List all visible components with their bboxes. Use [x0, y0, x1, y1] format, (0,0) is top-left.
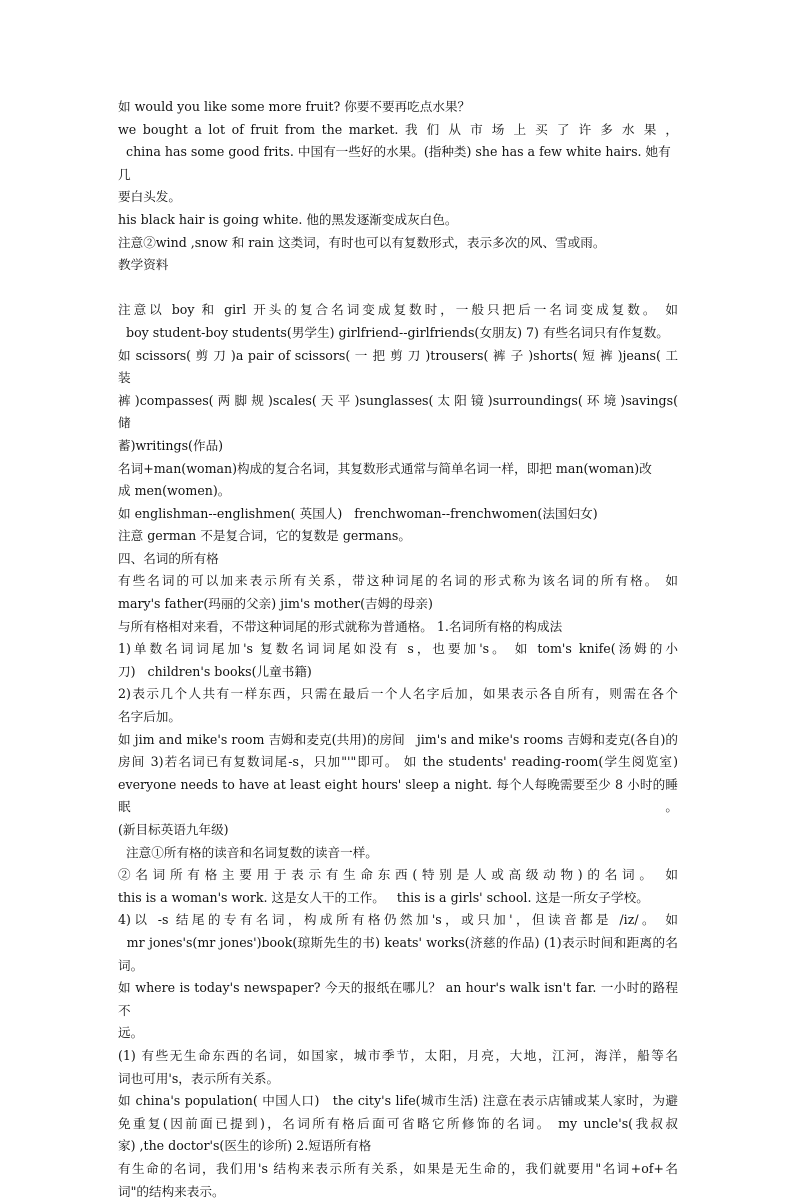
text-line: 注意以 boy 和 girl 开头的复合名词变成复数时，一般只把后一名词变成复数。 如	[118, 299, 678, 322]
text-line: 与所有格相对来看，不带这种词尾的形式就称为普通格。 1.名词所有格的构成法	[118, 616, 678, 639]
text-line: 注意②wind ,snow 和 rain 这类词，有时也可以有复数形式，表示多次的风、雪或雨。	[118, 232, 678, 255]
text-line: 裤 )compasses( 两 脚 规 )scales( 天 平 )sunglasses( 太 阳 镜 )surroundings( 环 境 )savings( 储	[118, 390, 678, 435]
text-line: (1) 有些无生命东西的名词，如国家，城市季节，太阳，月亮，大地，江河，海洋，船等名	[118, 1045, 678, 1068]
text-line: china has some good frits. 中国有一些好的水果。(指种类) she has a few white hairs. 她有几	[118, 141, 678, 186]
text-line: 注意①所有格的读音和名词复数的读音一样。	[118, 842, 678, 865]
text-line: 词。	[118, 955, 678, 978]
text-line: 如 china's population( 中国人口) the city's life(城市生活) 注意在表示店铺或某人家时，为避	[118, 1090, 678, 1113]
text-line: 如 jim and mike's room 吉姆和麦克(共用)的房间 jim's and mike's rooms 吉姆和麦克(各自)的	[118, 729, 678, 752]
document-page	[118, 96, 678, 1203]
text-line: 蓄)writings(作品)	[118, 435, 678, 458]
text-line: 刀) children's books(儿童书籍)	[118, 661, 678, 684]
text-line: 注意 german 不是复合词，它的复数是 germans。	[118, 525, 678, 548]
text-line: his black hair is going white. 他的黑发逐渐变成灰白色。	[118, 209, 678, 232]
text-line: 词"的结构来表示。	[118, 1181, 678, 1203]
text-line: 成 men(women)。	[118, 480, 678, 503]
text-line: ②名词所有格主要用于表示有生命东西(特别是人或高级动物)的名词。 如	[118, 864, 678, 887]
text-line: (新目标英语九年级)	[118, 819, 678, 842]
text-line: 要白头发。	[118, 186, 678, 209]
text-line: 如 scissors( 剪 刀 )a pair of scissors( 一 把 剪 刀 )trousers( 裤 子 )shorts( 短 裤 )jeans( 工 装	[118, 345, 678, 390]
text-line: boy student-boy students(男学生) girlfriend--girlfriends(女朋友) 7) 有些名词只有作复数。	[118, 322, 678, 345]
text-line: 有些名词的可以加来表示所有关系，带这种词尾的名词的形式称为该名词的所有格。 如	[118, 570, 678, 593]
text-line: 1)单数名词词尾加's 复数名词词尾如没有 s，也要加's。 如 tom's knife(汤姆的小	[118, 638, 678, 661]
text-line: we bought a lot of fruit from the market. 我 们 从 市 场 上 买 了 许 多 水 果 ，	[118, 119, 678, 142]
text-line: 远。	[118, 1022, 678, 1045]
text-line: 教学资料	[118, 254, 678, 277]
text-line: 4)以 -s 结尾的专有名词，构成所有格仍然加's，或只加'，但读音都是 /iz/。 如	[118, 909, 678, 932]
text-line: 免重复(因前面已提到)，名词所有格后面可省略它所修饰的名词。 my uncle's(我叔叔	[118, 1113, 678, 1136]
text-line: 名字后加。	[118, 706, 678, 729]
text-line: 词也可用's，表示所有关系。	[118, 1068, 678, 1091]
text-line: everyone needs to have at least eight hours' sleep a night. 每个人每晚需要至少 8 小时的睡眠。	[118, 774, 678, 819]
text-line: mary's father(玛丽的父亲) jim's mother(吉姆的母亲)	[118, 593, 678, 616]
text-line: 名词+man(woman)构成的复合名词，其复数形式通常与简单名词一样，即把 man(woman)改	[118, 458, 678, 481]
text-line: 如 where is today's newspaper? 今天的报纸在哪儿？ an hour's walk isn't far. 一小时的路程不	[118, 977, 678, 1022]
text-line: 2)表示几个人共有一样东西，只需在最后一个人名字后加，如果表示各自所有，则需在各个	[118, 683, 678, 706]
text-line: 房间 3)若名词已有复数词尾-s，只加"'"即可。 如 the students' reading-room(学生阅览室)	[118, 751, 678, 774]
section-heading: 四、名词的所有格	[118, 548, 678, 571]
text-line: 家) ,the doctor's(医生的诊所) 2.短语所有格	[118, 1135, 678, 1158]
text-line: 如 would you like some more fruit? 你要不要再吃点水果？	[118, 96, 678, 119]
text-line: mr jones's(mr jones')book(琼斯先生的书) keats' works(济慈的作品) (1)表示时间和距离的名	[118, 932, 678, 955]
blank-line	[118, 277, 678, 300]
text-line: 如 englishman--englishmen( 英国人) frenchwoman--frenchwomen(法国妇女)	[118, 503, 678, 526]
text-line: 有生命的名词，我们用's 结构来表示所有关系，如果是无生命的，我们就要用"名词+of+名	[118, 1158, 678, 1181]
text-line: this is a woman's work. 这是女人干的工作。 this is a girls' school. 这是一所女子学校。	[118, 887, 678, 910]
